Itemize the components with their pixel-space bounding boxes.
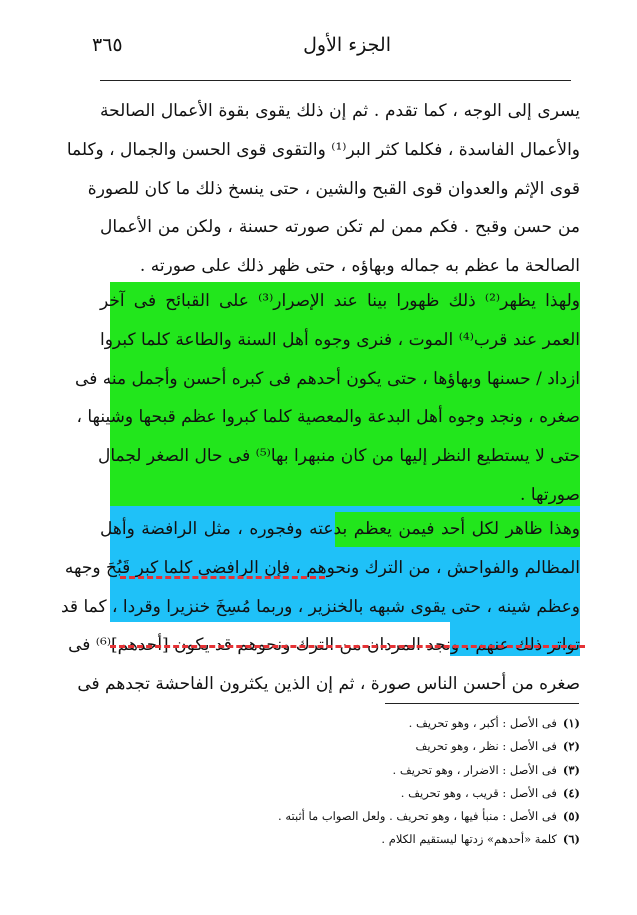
footnote-text: فى الأصل : أكبر ، وهو تحريف . xyxy=(408,716,557,730)
page-number: ٣٦٥ xyxy=(92,34,123,56)
text-line: ولهذا يظهر⁽²⁾ ذلك ظهورا بينا عند الإصرار⁽³⁾ على القبائح فى آخر xyxy=(100,291,581,311)
text-line: حتى لا يستطيع النظر إليها من كان منبهرا بها⁽⁵⁾ فى حال الصغر لجمال xyxy=(97,446,580,467)
footnote-text: كلمة «أحدهم» زدتها ليستقيم الكلام . xyxy=(381,832,557,847)
footnote-text: فى الأصل : الاضرار ، وهو تحريف . xyxy=(392,762,557,777)
paragraph-3 xyxy=(61,510,580,704)
text-line: المظالم والفواحش ، من الترك ونحوهم ، فإن الرافضى كلما كبر قَبُحَ وجهه xyxy=(64,557,580,578)
footnote xyxy=(200,712,580,735)
text-line: صغره ، ونجد وجوه أهل البدعة والمعصية كلما كبروا عظم قبحها وشينها ، xyxy=(76,407,580,428)
text-line: يسرى إلى الوجه ، كما تقدم . ثم إن ذلك يقوى بقوة الأعمال الصالحة xyxy=(100,101,580,121)
footnote-number: (٢) xyxy=(562,739,580,754)
paragraph-1 xyxy=(66,92,580,286)
running-title: الجزء الأول xyxy=(303,34,391,56)
footnote-text: فى الأصل : قريب ، وهو تحريف . xyxy=(400,785,557,800)
text-line: العمر عند قرب⁽⁴⁾ الموت ، فنرى وجوه أهل السنة والطاعة كلما كبروا xyxy=(100,329,580,350)
text-line: وعظم شينه ، حتى يقوى شبهه بالخنزير ، وربما مُسِخَ خنزيرا وقردا ، كما قد xyxy=(61,596,580,617)
footnote xyxy=(200,759,580,782)
footnote xyxy=(200,782,580,805)
footnote-number: (٦) xyxy=(562,832,580,847)
footnote xyxy=(200,805,580,828)
footnote-text: فى الأصل : نظر ، وهو تحريف xyxy=(415,739,557,754)
text-line: من حسن وقبح . فكم ممن لم تكن صورته حسنة ، ولكن من الأعمال xyxy=(100,217,580,238)
text-line: تواتر ذلك عنهم . ونجد المردان من الترك ونحوهم قد يكون [أحدهم]⁽⁶⁾ فى xyxy=(68,635,580,656)
page-header xyxy=(92,32,571,66)
footnote-number: (٤) xyxy=(562,785,580,800)
text-line: ازداد / حسنها وبهاؤها ، حتى يكون أحدهم فى كبره أحسن وأجمل منه فى xyxy=(75,368,580,389)
text-line: صغره من أحسن الناس صورة ، ثم إن الذين يكثرون الفاحشة تجدهم فى xyxy=(77,674,580,695)
text-line: والأعمال الفاسدة ، فكلما كثر البر⁽¹⁾ والتقوى قوى الحسن والجمال ، وكلما xyxy=(66,139,580,160)
dashed-underline xyxy=(120,576,325,579)
footnote xyxy=(200,828,580,851)
footnotes xyxy=(200,712,580,852)
text-line: وهذا ظاهر لكل أحد فيمن يعظم بدعته وفجوره ، مثل الرافضة وأهل xyxy=(100,519,580,539)
paragraph-2 xyxy=(75,282,581,515)
text-line: صورتها . xyxy=(520,484,580,505)
dashed-underline xyxy=(110,645,585,648)
footnote-number: (٥) xyxy=(562,809,580,824)
footnote-number: (١) xyxy=(562,716,580,730)
footnote xyxy=(200,735,580,758)
footnote-rule xyxy=(385,703,579,704)
header-rule xyxy=(100,80,571,81)
footnote-text: فى الأصل : منبأ فيها ، وهو تحريف . ولعل الصواب ما أثبته . xyxy=(278,809,557,824)
text-line: الصالحة ما عظم به جماله وبهاؤه ، حتى ظهر ذلك على صورته . xyxy=(139,256,580,277)
footnote-number: (٣) xyxy=(562,762,580,777)
text-line: قوى الإثم والعدوان قوى القبح والشين ، حتى ينسخ ذلك ما كان للصورة xyxy=(87,178,580,199)
